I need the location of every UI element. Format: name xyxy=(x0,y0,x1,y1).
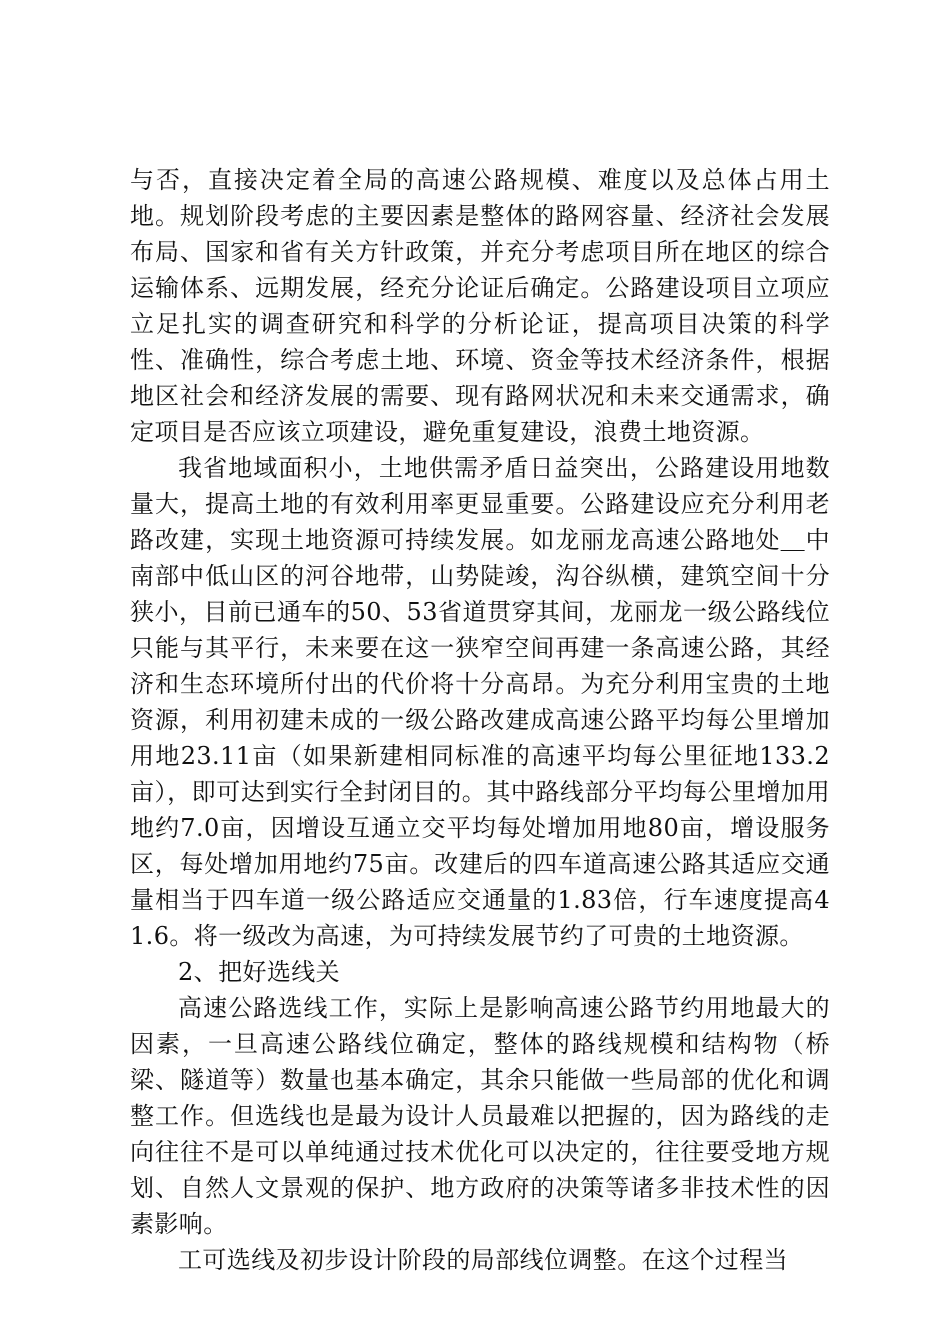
paragraph-route-adjustment: 工可选线及初步设计阶段的局部线位调整。在这个过程当 xyxy=(178,1246,788,1274)
section-heading-route-selection: 2、把好选线关 xyxy=(178,958,341,986)
paragraph-route-selection: 高速公路选线工作，实际上是影响高速公路节约用地最大的因素，一旦高速公路线位确定，整体的路线规模和结构物（桥梁、隧道等）数量也基本确定，其余只能做一些局部的优化和调整工作。但选线也是最为设计人员最难以把握的，因为路线的走向往往不是可以单纯通过技术优化可以决定的，往往要受地方规划、自然人文景观的保护、地方政府的决策等诸多非技术性的因素影响。 xyxy=(130,994,830,1238)
document-body xyxy=(130,162,830,1278)
paragraph-land-planning: 与否，直接决定着全局的高速公路规模、难度以及总体占用土地。规划阶段考虑的主要因素是整体的路网容量、经济社会发展布局、国家和省有关方针政策，并充分考虑项目所在地区的综合运输体系、远期发展，经充分论证后确定。公路建设项目立项应立足扎实的调查研究和科学的分析论证，提高项目决策的科学性、准确性，综合考虑土地、环境、资金等技术经济条件，根据地区社会和经济发展的需要、现有路网状况和未来交通需求，确定项目是否应该立项建设，避免重复建设，浪费土地资源。 xyxy=(130,166,830,446)
paragraph-land-utilization: 我省地域面积小，土地供需矛盾日益突出，公路建设用地数量大，提高土地的有效利用率更显重要。公路建设应充分利用老路改建，实现土地资源可持续发展。如龙丽龙高速公路地处＿中南部中低山区的河谷地带，山势陡竣，沟谷纵横，建筑空间十分狭小，目前已通车的50、53省道贯穿其间，龙丽龙一级公路线位只能与其平行，未来要在这一狭窄空间再建一条高速公路，其经济和生态环境所付出的代价将十分高昂。为充分利用宝贵的土地资源，利用初建未成的一级公路改建成高速公路平均每公里增加用地23.11亩（如果新建相同标准的高速平均每公里征地133.2亩），即可达到实行全封闭目的。其中路线部分平均每公里增加用地约7.0亩，因增设互通立交平均每处增加用地80亩，增设服务区，每处增加用地约75亩。改建后的四车道高速公路其适应交通量相当于四车道一级公路适应交通量的1.83倍，行车速度提高41.6。将一级改为高速，为可持续发展节约了可贵的土地资源。 xyxy=(130,454,830,950)
